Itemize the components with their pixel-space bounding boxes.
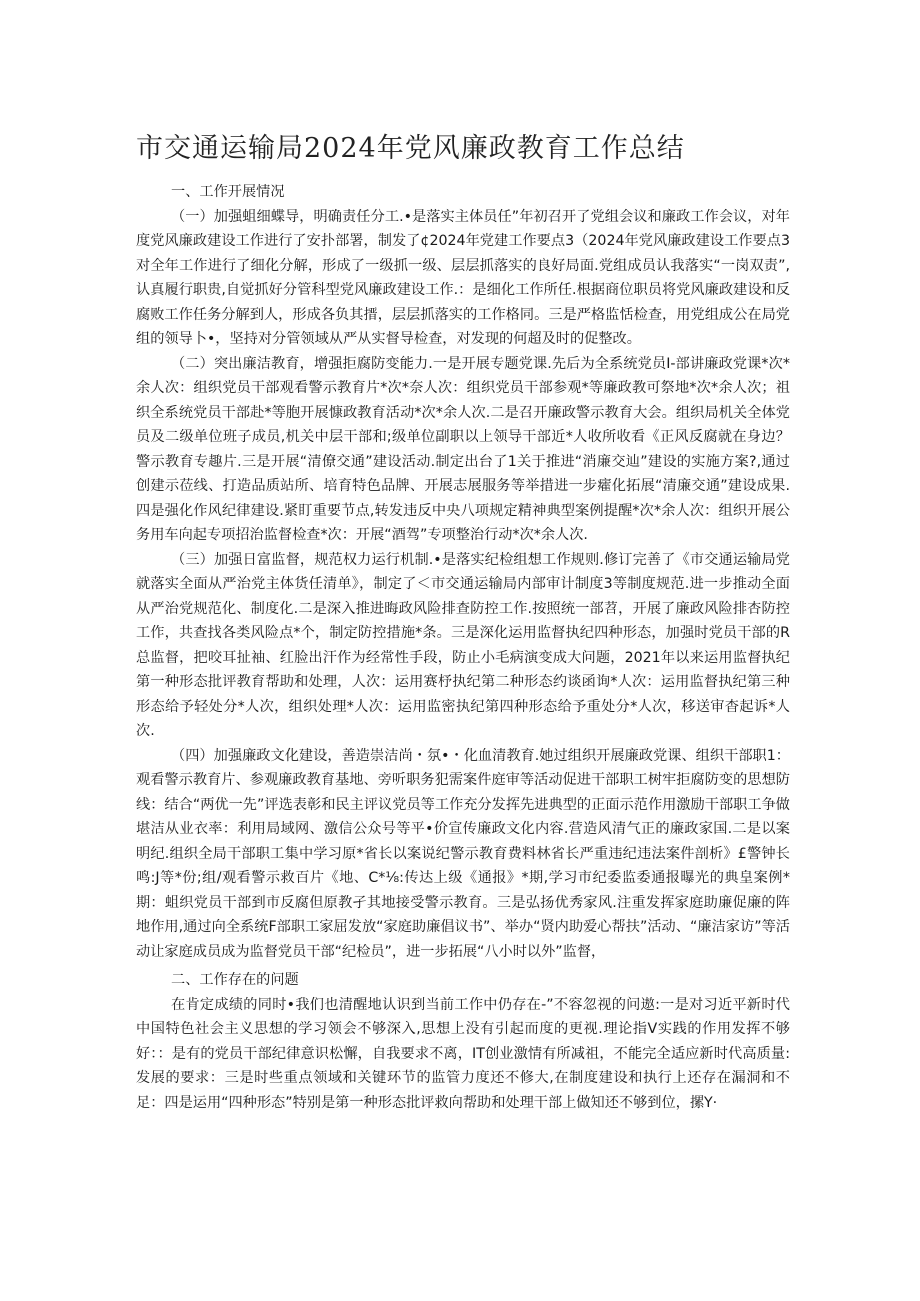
section-heading-problems: 二、工作存在的问题 (171, 972, 299, 988)
paragraph-integrity-education: （二）突出廉洁教育，增强拒腐防变能力.一是开展专题党课.先后为全系统党员I-部讲廉政党课*次*余人次：组织党员干部观看警示教育片*次*奈人次：组织党员干部参观*等廉政教可祭地*次*余人次；祖织全系统党员干部赴*等胞开展慷政教育活动*次*余人次.二是召开廉政警示教育大会。组织局机关全体党员及二级单位班子成员,机关中层干部和;级单位副职以上领导干部近*人收所收看《正风反腐就在身边？警示教育专趣片.三是开展“清僚交通”建设活动.制定出台了1关于推进“消廉交辿”建设的实施方案?,通过创建示莅线、打造品质站所、培育特色品牌、开展志展服务等举措进一步癨化拓展“清廉交通”建设成果.四是强化作风纪律建设.紧盯重要节点,转发违反中央八项规定精神典型案例提醒*次*余人次：组织开展公务用车向起专项招治监督检查*次：开展“酒驾”专项整治行动*次*余人次. (136, 355, 790, 543)
section-heading-work-progress: 一、工作开展情况 (171, 184, 285, 200)
paragraph-leadership-responsibility: （一）加强蛆细蝶导，明确责任分工.•是落实主体员任”年初召开了党组会议和廉政工作会议，对年度党风廉政建设工作进行了安扑部署，制发了¢2024年党建工作要点3（2024年党风廉政建设工作要点3对全年工作进行了细化分解，形成了一级抓一级、层层抓落实的良好局面.党组成员认我落实“一岗双责”,认真履行职贵,自觉抓好分管科型党风廉政建设工作.：是细化工作所任.根据商位职员将党风廉政建设和反腐败工作任务分解到人，形成各负其搢，层层抓落实的工作格同。三是严格监恬检查，用党组成公在局党组的领导卜•，坚持对分管领域从严从实督导检查，对发现的何超及时的促整改。 (136, 208, 790, 347)
paragraph-integrity-culture: （四）加强廉政文化建设，善造崇洁尚・氛•・化血清教育.她过组织开展廉政党课、组织干部职1：观看警示教育片、参观廉政教育基地、旁听职务犯需案件庭审等活动促进干部职工树牢拒腐防变的思想防线：结合“两优一先”评选表彰和民主评议党员等工作充分发挥先进典型的正面示范作用激励干部职工争做堪洁从业衣率：利用局域网、激信公众号等平•价宣传廉政文化内容.营造风清气正的廉政家国.二是以案明纪.组织全局干部职工集中学习原*省长以案说纪警示教育费料林省长严重违纪违法案件剖析》£警钟长鸣:J等*份;组/观看警示救百片《地、C*⅛:传达上级《通报》*期,学习市纪委监委通报曝光的典皇案例*期：蛆织党员干部到市反腐但原教孑其地接受警示教育。三是弘扬优秀家风.注重发挥家庭助廉促廉的阵地作用,通过向全系统F部职工家屈发放“家庭助廉倡议书”、举办“贤内助爱心帮扶”活动、“廉洁家访”等活动让家庭成员成为监督党员干部“纪检员”，进一步拓展“八小时以外”监督， (136, 747, 790, 960)
document-body (136, 180, 790, 1115)
paragraph-existing-problems: 在肯定成绩的同时•我们也清醒地认识到当前工作中仍存在-”不容忽视的问遨:一是对习近平新时代中国特色社会主义思想的学习领会不够深入,思想上没有引起而度的更视.理论指V实践的作用发挥不够好：：是有的党员干部纪律意识松懈，自我要求不离，IT创业激情有所减祖，不能完全适应新时代高质量:发展的要求：三是时些重点领域和关键环节的监管力度还不修大,在制度建设和执行上还存在漏洞和不足：四是运用“四种形态”特别是第一种形态批评救向帮助和处理干部上做知还不够到位，摞Y· (136, 996, 790, 1111)
paragraph-daily-supervision: （三）加强日富监督，规范权力运行机制.•是落实纪检组想工作规则.修订完善了《市交通运输局党就落实全面从严治党主体货任清单》，制定了＜市交通运输局内部审计制度3等制度规范.进一步推动全面从严治党规范化、制度化.二是深入推进晦政风险排查防控工作.按照统一部苕，开展了廉政风险排杏防控工作，共查找各类风险点*个，制定防控措施*条。三是深化运用监督执纪四种形态，加强时党员干部的R总监督，把咬耳扯袖、红脸出汗作为经常性手段，防止小毛病演变成大问题，2021年以来运用监督执纪第一种形态批评教育帮助和处理，人次：运用赛杼执纪第二种形态约谈函询*人次：运用监督执纪第三种形态给予轻处分*人次，组织处理*人次：运用监密执纪第四种形态给予重处分*人次，移送审杳起诉*人次. (136, 551, 790, 739)
document-title: 市交通运输局2024年党风廉政教育工作总结 (136, 133, 685, 164)
